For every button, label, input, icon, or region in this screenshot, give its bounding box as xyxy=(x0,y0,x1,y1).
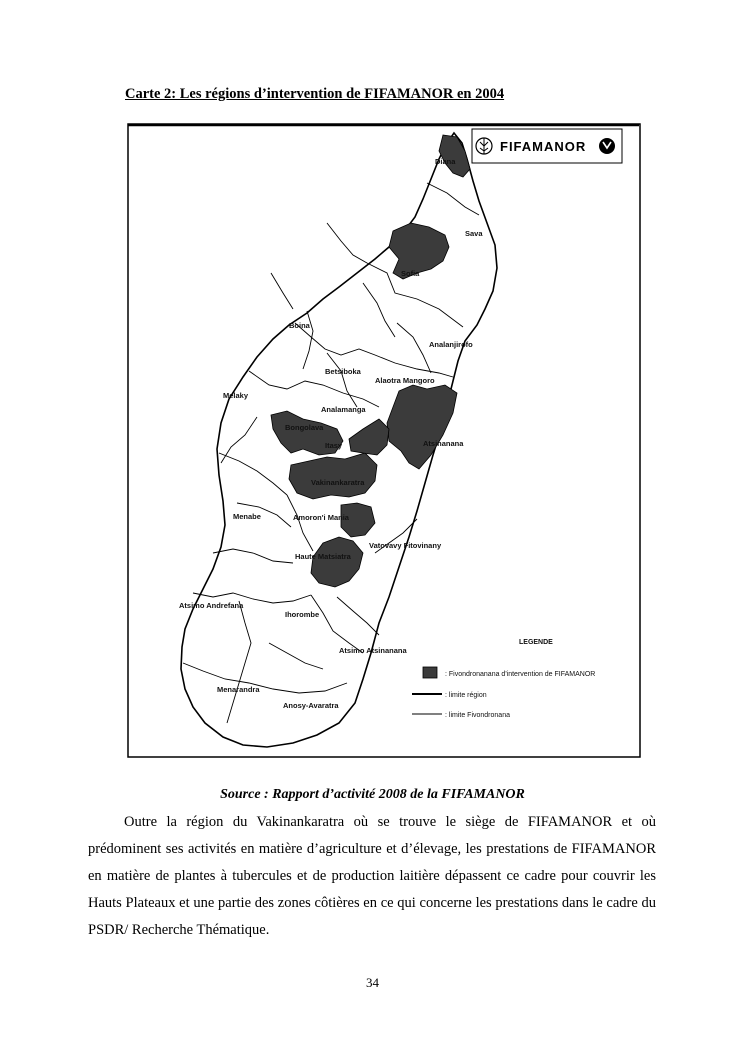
region-label-diana: Diana xyxy=(435,157,456,166)
page-number: 34 xyxy=(366,975,379,990)
region-label-menarandra: Menarandra xyxy=(217,685,260,694)
region-label-betsiboka: Betsiboka xyxy=(325,367,361,376)
region-label-alaotra-mangoro: Alaotra Mangoro xyxy=(375,376,435,385)
logo-text: FIFAMANOR xyxy=(500,139,587,154)
body-paragraph: Outre la région du Vakinankaratra où se trouve le siège de FIFAMANOR et où prédominent ses activités en matière d’agriculture et d’élevage, les prestations de FIFAMANOR en matière de plantes à tubercules et de production laitière dépassent ce cadre pour couvrir les Hauts Plateaux et une partie des zones côtières en ce qui concerne les prestations dans le cadre du PSDR/ Recherche Thématique. xyxy=(88,814,656,938)
legend-title: LEGENDE xyxy=(519,639,553,646)
region-label-vatovavy-fitovinany: Vatovavy Fitovinany xyxy=(369,541,442,550)
map-source: Source : Rapport d’activité 2008 de la FIFAMANOR xyxy=(220,787,525,802)
region-label-melaky: Melaky xyxy=(223,391,249,400)
region-label-haute-matsiatra: Haute Matsiatra xyxy=(295,552,351,561)
region-label-atsimo-andrefana: Atsimo Andrefana xyxy=(179,601,244,610)
region-label-vakinankaratra: Vakinankaratra xyxy=(311,478,365,487)
map-caption-title: Carte 2: Les régions d’intervention de FIFAMANOR en 2004 xyxy=(125,86,505,102)
region-label-atsinanana: Atsinanana xyxy=(423,439,464,448)
map-figure xyxy=(127,123,641,758)
region-label-itasy: Itasy xyxy=(325,441,343,450)
region-label-ihorombe: Ihorombe xyxy=(285,610,320,619)
region-label-menabe: Menabe xyxy=(233,512,261,521)
region-label-anosy-avaratra: Anosy-Avaratra xyxy=(283,701,339,710)
legend-item-region-limit: : limite région xyxy=(445,692,487,699)
legend-fill-swatch xyxy=(423,667,437,678)
legend-item-fivondronana-limit: : limite Fivondronana xyxy=(445,712,510,719)
fifamanor-logo xyxy=(472,129,622,163)
region-label-boina: Boina xyxy=(289,321,310,330)
region-label-atsimo-atsinanana: Atsimo Atsinanana xyxy=(339,646,407,655)
region-label-bongolava: Bongolava xyxy=(285,423,324,432)
region-label-analamanga: Analamanga xyxy=(321,405,366,414)
region-label-analanjirofo: Analanjirofo xyxy=(429,340,473,349)
region-label-sofia: Sofia xyxy=(401,269,420,278)
region-label-sava: Sava xyxy=(465,229,483,238)
madagascar-map xyxy=(127,123,641,758)
legend-item-intervention: : Fivondronanana d'intervention de FIFAMANOR xyxy=(445,671,596,678)
region-label-amoron-mania: Amoron'i Mania xyxy=(293,513,349,522)
